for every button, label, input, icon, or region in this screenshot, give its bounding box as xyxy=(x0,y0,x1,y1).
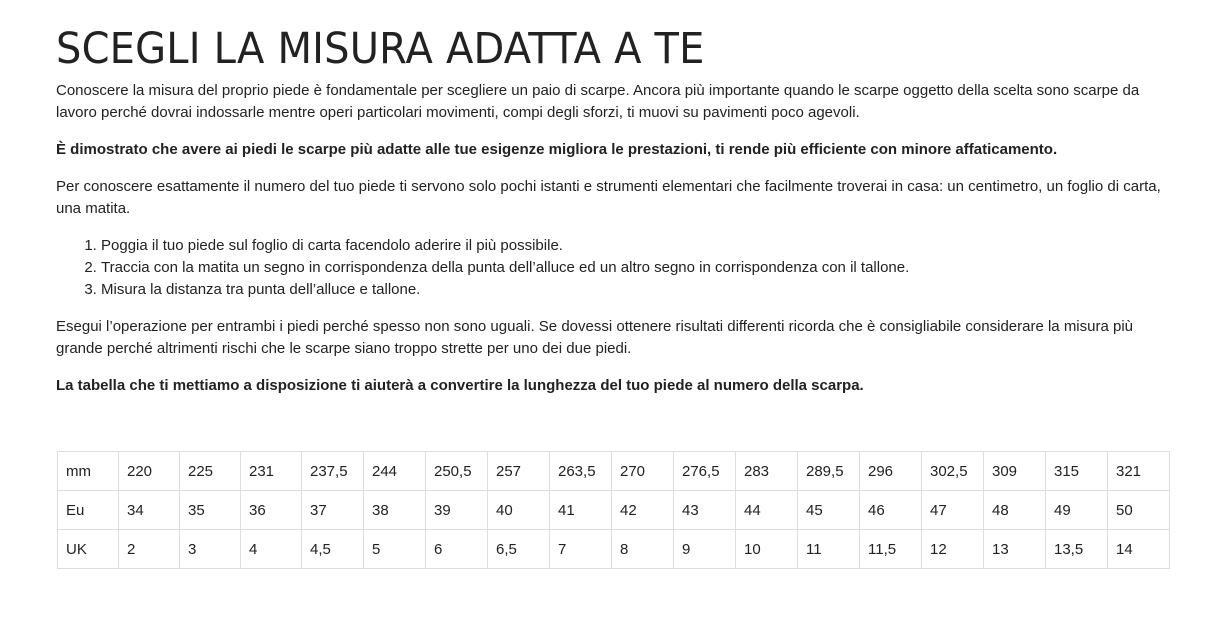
table-cell: 13,5 xyxy=(1046,530,1108,569)
table-cell: 244 xyxy=(364,452,426,491)
table-cell: 237,5 xyxy=(302,452,364,491)
table-cell: 4,5 xyxy=(302,530,364,569)
table-cell: 43 xyxy=(674,491,736,530)
table-cell: 41 xyxy=(550,491,612,530)
table-cell: 5 xyxy=(364,530,426,569)
table-cell: 40 xyxy=(488,491,550,530)
table-cell: 13 xyxy=(984,530,1046,569)
table-cell: 296 xyxy=(860,452,922,491)
table-cell: 3 xyxy=(180,530,241,569)
table-row-mm-row xyxy=(58,452,1170,491)
table-cell: 12 xyxy=(922,530,984,569)
table-cell: 309 xyxy=(984,452,1046,491)
table-cell: 250,5 xyxy=(426,452,488,491)
table-cell: 37 xyxy=(302,491,364,530)
table-row-eu-row xyxy=(58,491,1170,530)
table-cell: 6,5 xyxy=(488,530,550,569)
page-title: SCEGLI LA MISURA ADATTA A TE xyxy=(56,24,705,74)
table-cell: 44 xyxy=(736,491,798,530)
step-item: 3. Misura la distanza tra punta dell’alluce e tallone. xyxy=(101,279,1168,301)
table-cell: 321 xyxy=(1108,452,1170,491)
table-row-header: mm xyxy=(58,452,119,491)
table-cell: 276,5 xyxy=(674,452,736,491)
table-cell: 46 xyxy=(860,491,922,530)
table-cell: 220 xyxy=(119,452,180,491)
table-cell: 38 xyxy=(364,491,426,530)
table-cell: 2 xyxy=(119,530,180,569)
table-row-header: UK xyxy=(58,530,119,569)
table-cell: 225 xyxy=(180,452,241,491)
step-item: 1. Poggia il tuo piede sul foglio di carta facendolo aderire il più possibile. xyxy=(101,235,1168,257)
table-cell: 11 xyxy=(798,530,860,569)
table-cell: 48 xyxy=(984,491,1046,530)
table-cell: 302,5 xyxy=(922,452,984,491)
table-intro-paragraph: La tabella che ti mettiamo a disposizione ti aiuterà a convertire la lunghezza del tuo piede al numero della scarpa. xyxy=(56,377,864,394)
table-cell: 263,5 xyxy=(550,452,612,491)
table-cell: 34 xyxy=(119,491,180,530)
intro-paragraph: Conoscere la misura del proprio piede è fondamentale per scegliere un paio di scarpe. Ancora più importante quando le scarpe oggetto della scelta sono scarpe da lavoro perché dovrai indossarle mentre operi particolari movimenti, compi degli sforzi, ti muovi su pavimenti poco agevoli. xyxy=(56,82,1140,121)
advice-paragraph: Esegui l’operazione per entrambi i piedi perché spesso non sono uguali. Se dovessi ottenere risultati differenti ricorda che è consigliabile considerare la misura più grande perché altrimenti rischi che le scarpe siano troppo strette per uno dei due piedi. xyxy=(56,318,1134,357)
table-cell: 7 xyxy=(550,530,612,569)
table-cell: 231 xyxy=(241,452,302,491)
table-cell: 283 xyxy=(736,452,798,491)
table-cell: 4 xyxy=(241,530,302,569)
table-cell: 270 xyxy=(612,452,674,491)
table-cell: 289,5 xyxy=(798,452,860,491)
table-cell: 6 xyxy=(426,530,488,569)
tools-paragraph: Per conoscere esattamente il numero del tuo piede ti servono solo pochi istanti e strumenti elementari che facilmente troverai in casa: un centimetro, un foglio di carta, una matita. xyxy=(56,178,1161,217)
steps-list xyxy=(56,235,1168,301)
size-conversion-table xyxy=(57,451,1170,569)
table-cell: 14 xyxy=(1108,530,1170,569)
table-cell: 47 xyxy=(922,491,984,530)
table-cell: 45 xyxy=(798,491,860,530)
table-cell: 315 xyxy=(1046,452,1108,491)
table-cell: 257 xyxy=(488,452,550,491)
size-table-body xyxy=(58,452,1170,569)
table-row-uk-row xyxy=(58,530,1170,569)
step-item: 2. Traccia con la matita un segno in corrispondenza della punta dell’alluce ed un altro segno in corrispondenza con il tallone. xyxy=(101,257,1168,279)
table-cell: 36 xyxy=(241,491,302,530)
table-cell: 49 xyxy=(1046,491,1108,530)
table-cell: 50 xyxy=(1108,491,1170,530)
size-guide xyxy=(56,22,1168,397)
table-cell: 10 xyxy=(736,530,798,569)
table-cell: 39 xyxy=(426,491,488,530)
table-cell: 11,5 xyxy=(860,530,922,569)
highlight-paragraph: È dimostrato che avere ai piedi le scarpe più adatte alle tue esigenze migliora le prestazioni, ti rende più efficiente con minore affaticamento. xyxy=(56,141,1058,158)
table-cell: 35 xyxy=(180,491,241,530)
table-cell: 8 xyxy=(612,530,674,569)
table-cell: 42 xyxy=(612,491,674,530)
table-row-header: Eu xyxy=(58,491,119,530)
table-cell: 9 xyxy=(674,530,736,569)
